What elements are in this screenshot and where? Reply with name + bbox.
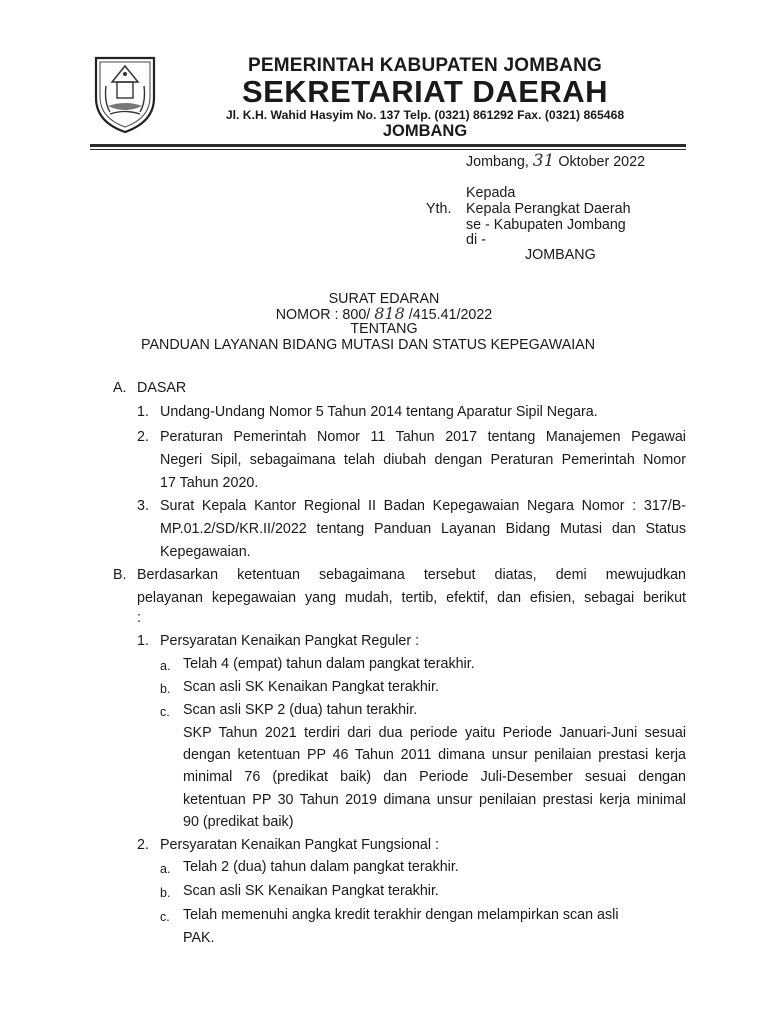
letter-date [466,152,645,171]
sub-item-text: Scan asli SK Kenaikan Pangkat terakhir. [183,883,439,899]
section-a-item-3-line: MP.01.2/SD/KR.II/2022 tentang Panduan Layanan Bidang Mutasi dan Status [160,521,686,537]
sub-item-letter: a. [160,659,171,673]
sub-item-letter: c. [160,705,170,719]
circular-title: SURAT EDARAN [328,291,440,307]
letterhead-address: Jl. K.H. Wahid Hasyim No. 137 Telp. (0321) 861292 Fax. (0321) 865468 [225,108,625,122]
skp-note-line: SKP Tahun 2021 terdiri dari dua periode yaitu Periode Januari-Juni sesuai [183,725,686,741]
skp-note-line: ketentuan PP 30 Tahun 2019 dimana unsur penilaian prestasi kerja minimal [183,792,686,808]
recipient-line-2: se - Kabupaten Jombang [466,217,626,233]
section-a-item-1-text: Undang-Undang Nomor 5 Tahun 2014 tentang Aparatur Sipil Negara. [160,404,598,420]
sub-item-text: PAK. [183,930,215,946]
section-b-intro-line: Berdasarkan ketentuan sebagaimana tersebut diatas, demi mewujudkan [137,567,686,583]
sub-item-letter: a. [160,862,171,876]
section-b-marker: B. [113,567,127,583]
recipient-line-3: di - [466,232,486,248]
section-b-item-1-title: Persyaratan Kenaikan Pangkat Reguler : [160,633,420,649]
skp-note-line: minimal 76 (predikat baik) dan Periode Juli-Desember sesuai dengan [183,769,686,785]
section-b-intro-line: pelayanan kepegawaian yang mudah, tertib, efektif, dan efisien, sebagai berikut [137,590,686,606]
section-a-item-2-line: Negeri Sipil, sebagaimana telah diubah dengan Peraturan Pemerintah Nomor [160,452,686,468]
number-suffix: /415.41/2022 [408,307,493,323]
sub-item-text: Telah memenuhi angka kredit terakhir dengan melampirkan scan asli [183,907,619,923]
date-day-handwritten: 31 [532,151,555,171]
section-b-item-2-number: 2. [137,837,149,853]
section-a-item-2-line: Peraturan Pemerintah Nomor 11 Tahun 2017 tentang Manajemen Pegawai [160,429,686,445]
skp-note-line: dengan ketentuan PP 46 Tahun 2011 dimana unsur penilaian prestasi kerja [183,747,686,763]
jombang-coat-of-arms-logo [90,52,160,134]
sub-item-letter: b. [160,682,171,696]
section-a-item-3-line: Surat Kepala Kantor Regional II Badan Kepegawaian Negara Nomor : 317/B- [160,498,686,514]
section-a-item-3-line: Kepegawaian. [160,544,251,560]
section-a-item-3-number: 3. [137,498,149,514]
number-prefix: NOMOR : 800/ [275,307,371,323]
number-handwritten: 818 [374,304,405,323]
section-a-title: DASAR [137,380,187,396]
recipient-line-4: JOMBANG [525,247,596,263]
circular-tentang: TENTANG [350,321,418,337]
letterhead-office: SEKRETARIAT DAERAH [241,74,609,109]
sub-item-text: Telah 2 (dua) tahun dalam pangkat terakhir. [183,859,459,875]
section-a-item-2-line: 17 Tahun 2020. [160,475,259,491]
section-a-marker: A. [113,380,127,396]
sub-item-text: Scan asli SKP 2 (dua) tahun terakhir. [183,702,418,718]
section-a-item-2-number: 2. [137,429,149,445]
letterhead-government: PEMERINTAH KABUPATEN JOMBANG [248,55,602,76]
recipient-line-1: Kepala Perangkat Daerah [466,201,631,217]
section-b-intro-line: : [137,610,141,626]
letterhead-divider-thick [90,144,686,147]
sub-item-letter: b. [160,886,171,900]
sub-item-text: Scan asli SK Kenaikan Pangkat terakhir. [183,679,439,695]
date-month-year: Oktober 2022 [558,154,646,170]
date-prefix: Jombang, [466,154,529,170]
skp-note-line: 90 (predikat baik) [183,814,294,830]
sub-item-letter: c. [160,910,170,924]
letterhead-divider-thin [90,149,686,150]
circular-subject: PANDUAN LAYANAN BIDANG MUTASI DAN STATUS KEPEGAWAIAN [141,337,596,353]
sub-item-text: Telah 4 (empat) tahun dalam pangkat terakhir. [183,656,475,672]
recipient-yth: Yth. [426,201,452,217]
section-a-item-1-number: 1. [137,404,149,420]
recipient-kepada: Kepada [466,185,516,201]
letterhead-city: JOMBANG [382,122,468,140]
section-b-item-2-title: Persyaratan Kenaikan Pangkat Fungsional : [160,837,439,853]
section-b-item-1-number: 1. [137,633,149,649]
